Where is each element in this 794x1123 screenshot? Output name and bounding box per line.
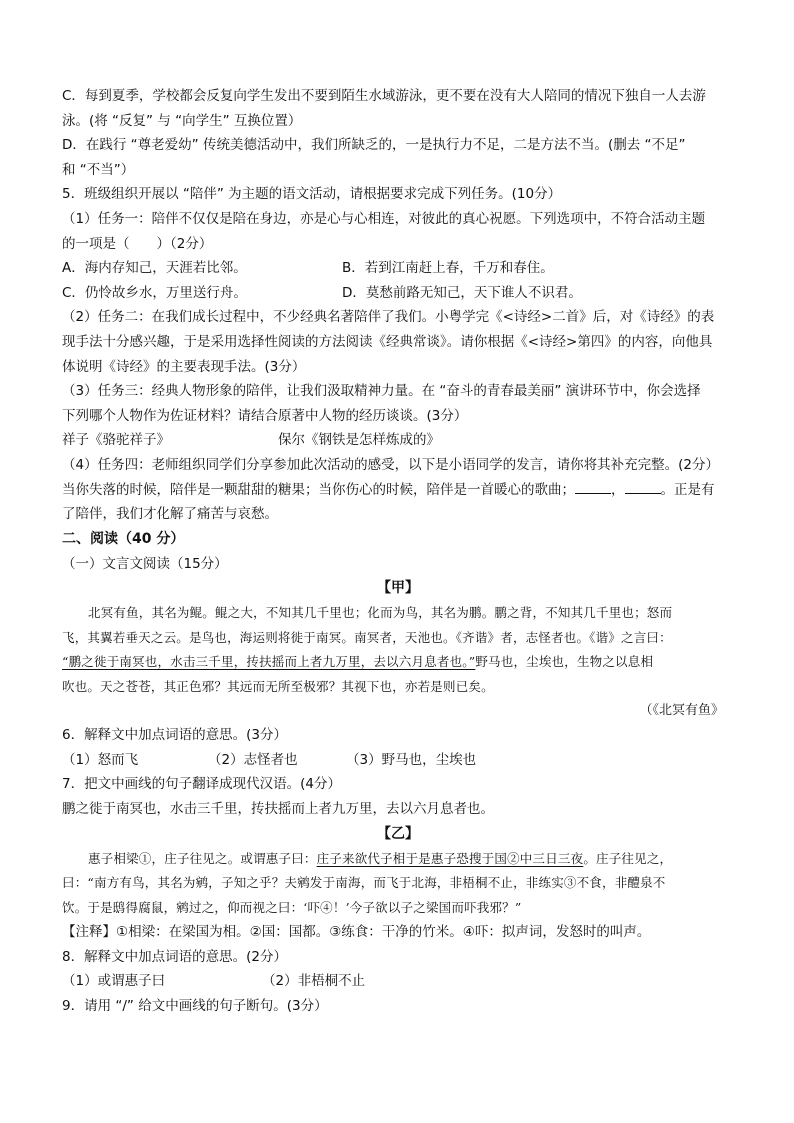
- q4-option-c-line1: C．每到夏季，学校都会反复向学生发出不要到陌生水域游泳，更不要在没有大人陪同的情况下独自一人去游: [62, 88, 706, 104]
- passage-jia-underlined-sentence: “鹏之徙于南冥也，水击三千里，抟扶摇而上者九万里，去以六月息者也。”: [62, 654, 476, 670]
- q5-task4-line3: 了陪伴，我们才化解了痛苦与哀愁。: [62, 506, 278, 523]
- q6-item-2: （2）志怪者也: [208, 751, 298, 768]
- q8-items: [62, 969, 734, 994]
- q5-option-b: B．若到江南赶上春，千万和春住。: [342, 260, 554, 277]
- q4-option-d-line2: 和 “不当”）: [62, 161, 135, 178]
- q5-task2-line2: 现手法十分感兴趣，于是采用选择性阅读的方法阅读《经典常谈》。请你根据《<诗经>第四》的内容，向他具: [62, 333, 713, 350]
- passage-yi-label: 【乙】: [377, 825, 419, 842]
- q8-title: 8．解释文中加点词语的意思。(2分）: [62, 948, 287, 965]
- answer-blank-2[interactable]: [625, 479, 661, 494]
- passage-yi-line1-a: 惠子相梁①，庄子往见之。或谓惠子曰：: [88, 850, 317, 866]
- q5-options-row1: [62, 256, 734, 281]
- q6-item-3: （3）野马也，尘埃也: [346, 751, 477, 768]
- q4-option-d-line1: D．在践行 “尊老爱幼” 传统美德活动中，我们所缺乏的，一是执行力不足，二是方法不当。(删去 “不足”: [62, 137, 686, 154]
- q5-task4-text-mid: ，: [611, 481, 625, 498]
- passage-yi-line2: 曰：“南方有鸟，其名为鹓，子知之乎？夫鹓发于南海，而飞于北海，非梧桐不止，非练实③不食，非醴泉不: [62, 875, 666, 891]
- q8-item-1: （1）或谓惠子曰: [62, 973, 166, 990]
- q5-task3-options: [62, 428, 734, 453]
- q7-title: 7．把文中画线的句子翻译成现代汉语。(4分）: [62, 776, 341, 793]
- q5-task4-line2: [62, 478, 734, 503]
- q5-task3-option-baoer: 保尔《钢铁是怎样炼成的》: [278, 432, 440, 449]
- passage-jia-label: 【甲】: [377, 580, 419, 597]
- passage-yi-line1-b: 。庄子往见之，: [583, 850, 673, 866]
- q5-task4-line1: （4）任务四：老师组织同学们分享参加此次活动的感受，以下是小语同学的发言，请你将其补充完整。(2分）: [62, 456, 719, 473]
- section-classical-subtitle: （一）文言文阅读（15分）: [62, 555, 228, 572]
- passage-jia-line1: 北冥有鱼，其名为鲲。鲲之大，不知其几千里也；化而为鸟，其名为鹏。鹏之背，不知其几千里也；怒而: [88, 605, 673, 621]
- q5-option-c: C．仍怜故乡水，万里送行舟。: [62, 284, 247, 301]
- q5-task2-line1: （2）任务二：在我们成长过程中，不少经典名著陪伴了我们。小粤学完《<诗经>二首》后，对《诗经》的表: [62, 309, 715, 326]
- q6-items: [62, 748, 734, 773]
- section-reading-title: 二、阅读（40 分）: [62, 530, 185, 547]
- q5-task4-text-post: 。正是有: [660, 481, 715, 498]
- q5-task1-line2: 的一项是（ ）（2分）: [62, 235, 213, 252]
- q6-title: 6．解释文中加点词语的意思。(3分）: [62, 727, 287, 744]
- q8-item-2: （2）非梧桐不止: [262, 973, 366, 990]
- passage-jia-line3: [62, 650, 734, 675]
- q5-task2-line3: 体说明《诗经》的主要表现手法。(3分）: [62, 358, 306, 375]
- q5-task3-line2: 下列哪个人物作为佐证材料？请结合原著中人物的经历谈谈。(3分）: [62, 407, 468, 424]
- passage-jia-source: （《北冥有鱼》: [639, 703, 724, 719]
- q5-task3-option-xiangzi: 祥子《骆驼祥子》: [62, 432, 170, 449]
- passage-yi-underlined-sentence: 庄子来欲代子相于是惠子恐搜于国②中三日三夜: [316, 850, 584, 866]
- passage-yi-line3: 饮。于是鸱得腐鼠，鹓过之，仰而视之曰：‘吓④！’今子欲以子之梁国而吓我邪？”: [62, 899, 522, 915]
- exam-page: [62, 84, 734, 1019]
- q4-option-c-line2: 泳。(将 “反复” 与 “向学生” 互换位置）: [62, 112, 302, 129]
- q5-title: 5．班级组织开展以 “陪伴” 为主题的语文活动，请根据要求完成下列任务。(10分）: [62, 186, 562, 203]
- answer-blank-1[interactable]: [575, 479, 611, 494]
- q9-title: 9．请用 “/” 给文中画线的句子断句。(3分）: [62, 997, 328, 1014]
- q5-task4-text-pre: 当你失落的时候，陪伴是一颗甜甜的糖果；当你伤心的时候，陪伴是一首暖心的歌曲；: [62, 481, 575, 498]
- q5-option-a: A．海内存知己，天涯若比邻。: [62, 260, 247, 277]
- passage-jia-line3-rest: 野马也，尘埃也，生物之以息相: [475, 654, 654, 670]
- passage-yi-notes: 【注释】①相梁：在梁国为相。②国：国都。③练食：干净的竹米。④吓：拟声词，发怒时的叫声。: [62, 924, 651, 941]
- q7-sentence: 鹏之徙于南冥也，水击三千里，抟扶摇而上者九万里，去以六月息者也。: [62, 801, 494, 818]
- passage-jia-line2: 飞，其翼若垂天之云。是鸟也，海运则将徙于南冥。南冥者，天池也。《齐谐》者，志怪者也。《谐》之言曰：: [62, 629, 672, 645]
- passage-yi-line1: [62, 847, 734, 872]
- q5-options-row2: [62, 281, 734, 306]
- q5-task3-line1: （3）任务三：经典人物形象的陪伴，让我们汲取精神力量。在 “奋斗的青春最美丽” 演讲环节中，你会选择: [62, 383, 701, 400]
- q5-task1-line1: （1）任务一：陪伴不仅仅是陪在身边，亦是心与心相连，对彼此的真心祝愿。下列选项中，不符合活动主题: [62, 210, 706, 227]
- passage-jia-line4: 吹也。天之苍苍，其正色邪？其远而无所至极邪？其视下也，亦若是则已矣。: [62, 678, 494, 694]
- q5-option-d: D．莫愁前路无知己，天下谁人不识君。: [342, 284, 582, 301]
- q6-item-1: （1）怒而飞: [62, 751, 139, 768]
